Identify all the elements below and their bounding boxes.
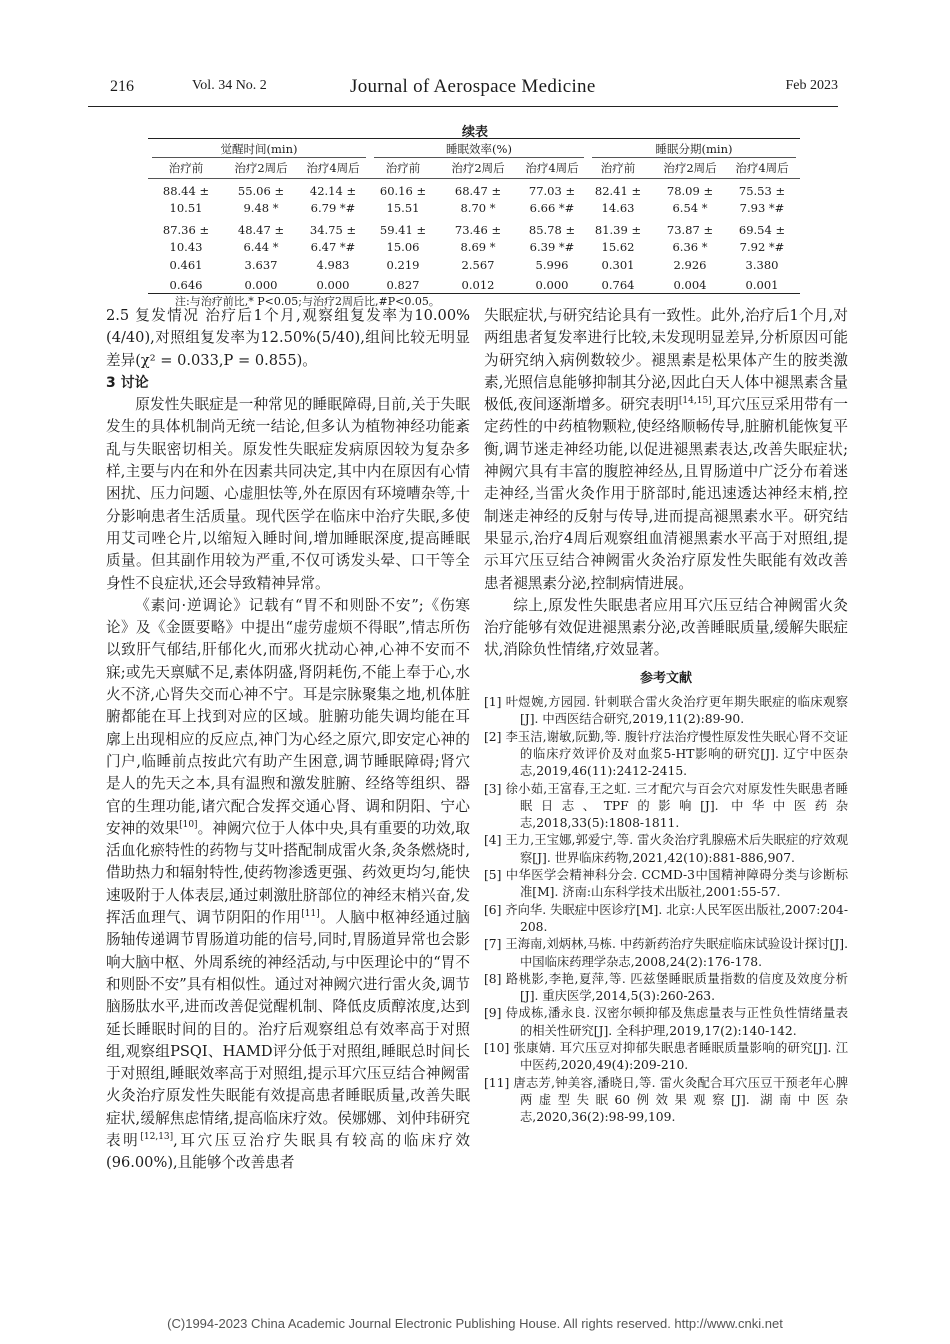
- text-run: 。神阙穴位于人体中央,具有重要的功效,取活血化瘀特性的药物与艾叶搭配制成雷火条,灸条燃烧时,借助热力和辐射特性,使药物渗透更强、药效更均匀,能快速吸附于人体表层,通过刺激肚脐部位的神经末梢兴奋,发挥活血理气、调节阴阳的作用: [106, 819, 470, 927]
- reference-item: [5] 中华医学会精神科分会. CCMD-3中国精神障碍分类与诊断标准[M]. 济南:山东科学技术出版社,2001:55-57.: [484, 868, 848, 900]
- table-cell: 0.000: [244, 278, 278, 292]
- text-run: ,耳穴压豆治疗失眠具有较高的临床疗效(96.00%),且能够个改善患者: [106, 1131, 470, 1172]
- table-cell: 3.380: [745, 258, 779, 272]
- table-cell: 2.567: [461, 258, 495, 272]
- table-cell: 3.637: [244, 258, 278, 272]
- citation: [10]: [179, 819, 198, 830]
- table-cell: 81.39 ± 15.62: [594, 223, 642, 254]
- table-cell: 34.75 ± 6.47 *#: [309, 223, 357, 254]
- journal-title: Journal of Aerospace Medicine: [350, 76, 596, 97]
- copyright-footer: (C)1994-2023 China Academic Journal Electronic Publishing House. All rights reserved. http://www.cnki.net: [167, 1316, 783, 1331]
- references-heading: 参考文献: [639, 670, 692, 686]
- reference-item: [1] 叶煜婉,方园园. 针刺联合雷火灸治疗更年期失眠症的临床观察[J]. 中西医结合研究,2019,11(2):89-90.: [484, 695, 848, 727]
- table-subheader: 治疗前: [168, 161, 204, 175]
- reference-item: [6] 齐向华. 失眠症中医诊疗[M]. 北京:人民军医出版社,2007:204-208.: [484, 902, 848, 934]
- table-cell: 73.46 ± 8.69 *: [454, 223, 502, 254]
- table-cell: 48.47 ± 6.44 *: [237, 223, 285, 254]
- table-cell: 55.06 ± 9.48 *: [237, 184, 285, 215]
- text-run: 失眠症状,与研究结论具有一致性。此外,治疗后1个月,对两组患者复发率进行比较,未发现明显差异,分析原因可能为研究纳入病例数较少。褪黑素是松果体产生的胺类激素,光照信息能够抑制其分泌,因此白天人体中褪黑素含量极低,夜间逐渐增多。研究表明: [484, 307, 848, 414]
- data-table: [148, 138, 800, 294]
- table-cell: 0.646: [169, 278, 203, 292]
- reference-item: [4] 王力,王宝娜,郭爱宁,等. 雷火灸治疗乳腺癌术后失眠症的疗效观察[J]. 世界临床药物,2021,42(10):881-886,907.: [484, 833, 848, 865]
- page-number: 216: [110, 78, 134, 95]
- reference-item: [11] 唐志芳,钟美容,潘晓日,等. 雷火灸配合耳穴压豆干预老年心脾两虚型失眠60例效果观察[J]. 湖南中医杂志,2020,36(2):98-99,109.: [484, 1075, 848, 1125]
- group-rule: [592, 157, 796, 158]
- reference-item: [3] 徐小茹,王富春,王之虹. 三才配穴与百会穴对原发性失眠患者睡眠日志、TPF的影响[J]. 中华中医药杂志,2018,33(5):1808-1811.: [484, 781, 848, 831]
- header-rule: [148, 178, 800, 179]
- left-column: [106, 305, 470, 1175]
- table-subheader: 治疗前: [385, 161, 421, 175]
- text-run: ,耳穴压豆采用带有一定药性的中药植物颗粒,使经络顺畅传导,脏腑机能恢复平衡,调节迷走神经功能,以促进褪黑素表达,改善失眠症状;神阙穴具有丰富的腹腔神经丛,且胃肠道中广泛分布着迷走神经,当雷火灸作用于脐部时,能迅速透达神经末梢,控制迷走神经的反射与传导,进而提高褪黑素水平。研究结果显示,治疗4周后观察组血清褪黑素水平高于对照组,提示耳穴压豆结合神阙雷火灸治疗原发性失眠能有效改善患者褪黑素分泌,控制病情进展。: [484, 396, 849, 592]
- table-cell: 60.16 ± 15.51: [379, 184, 427, 215]
- table-caption: 续表: [461, 125, 488, 140]
- table-cell: 59.41 ± 15.06: [379, 223, 427, 254]
- table-group-header: 睡眠分期(min): [655, 142, 733, 156]
- group-rule: [374, 157, 584, 158]
- table-cell: 0.001: [745, 278, 779, 292]
- table-cell: 77.03 ± 6.66 *#: [528, 184, 576, 215]
- discussion-paragraph-3: [484, 305, 848, 595]
- table-cell: 4.983: [316, 258, 350, 272]
- issue-date: Feb 2023: [785, 78, 838, 93]
- table-group-header: 觉醒时间(min): [220, 142, 298, 156]
- table-cell: 82.41 ± 14.63: [594, 184, 642, 215]
- section-heading-discussion: 3 讨论: [106, 374, 149, 391]
- reference-item: [9] 侍成栋,潘永良. 汉密尔顿抑郁及焦虑量表与正性负性情绪量表的相关性研究[J]. 全科护理,2019,17(2):140-142.: [484, 1006, 848, 1038]
- discussion-paragraph-2: [106, 595, 470, 1175]
- table-cell: 0.764: [601, 278, 635, 292]
- table-cell: 5.996: [535, 258, 569, 272]
- table-cell: 0.000: [535, 278, 569, 292]
- citation: [11]: [301, 909, 320, 920]
- table-subheader: 治疗4周后: [525, 161, 579, 175]
- table-subheader: 治疗2周后: [234, 161, 288, 175]
- reference-item: [2] 李玉洁,谢敏,阮勤,等. 腹针疗法治疗慢性原发性失眠心肾不交证的临床疗效评价及对血浆5-HT影响的研究[J]. 辽宁中医杂志,2019,46(11):2412-2415.: [484, 729, 848, 779]
- table-subheader: 治疗2周后: [663, 161, 717, 175]
- text-run: 《素问·逆调论》记载有“胃不和则卧不安”;《伤寒论》及《金匮要略》中提出“虚劳虚烦不得眠”,情志所伤以致肝气郁结,肝郁化火,而邪火扰动心神,心神不安而不寐;或先天禀赋不足,素体阴盛,肾阴耗伤,不能上奉于心,水火不济,心肾失交而心神不宁。耳是宗脉聚集之地,机体脏腑都能在耳上找到对应的区域。脏腑功能失调均能在耳廓上出现相应的反应点,神门为心经之原穴,即安定心神的门户,临睡前点按此穴有助产生困意,调节睡眠障碍;肾穴是人的先天之本,具有温煦和激发脏腑、经络等组织、器官的生理功能,诸穴配合发挥交通心肾、调和阴阳、宁心安神的效果: [106, 596, 470, 837]
- table-subheader: 治疗4周后: [735, 161, 789, 175]
- table-cell: 87.36 ± 10.43: [162, 223, 210, 254]
- table-cell: 78.09 ± 6.54 *: [666, 184, 714, 215]
- table-cell: 69.54 ± 7.92 *#: [738, 223, 786, 254]
- table-cell: 0.301: [601, 258, 635, 272]
- group-rule: [152, 157, 366, 158]
- table-cell: 0.461: [169, 258, 203, 272]
- conclusion-paragraph: 综上,原发性失眠患者应用耳穴压豆结合神阙雷火灸治疗能够有效促进褪黑素分泌,改善睡眠质量,缓解失眠症状,消除负性情绪,疗效显著。: [484, 596, 848, 659]
- table-cell: 42.14 ± 6.79 *#: [309, 184, 357, 215]
- table-subheader: 治疗4周后: [306, 161, 360, 175]
- reference-list: [484, 694, 848, 1126]
- citation: [14,15]: [678, 396, 712, 407]
- volume-issue: Vol. 34 No. 2: [192, 78, 267, 93]
- citation: [12,13]: [140, 1132, 174, 1143]
- table-group-header: 睡眠效率(%): [446, 142, 512, 156]
- reference-item: [8] 路桃影,李艳,夏萍,等. 匹兹堡睡眠质量指数的信度及效度分析[J]. 重庆医学,2014,5(3):260-263.: [484, 971, 848, 1004]
- discussion-paragraph-1: 原发性失眠症是一种常见的睡眠障碍,目前,关于失眠发生的具体机制尚无统一结论,但多认为植物神经功能紊乱与失眠密切相关。原发性失眠症发病原因较为复杂多样,主要与内在和外在因素共同决定,其中内在原因有心情困扰、压力问题、心虚胆怯等,外在原因有环境嘈杂等,十分影响患者生活质量。现代医学在临床中治疗失眠,多使用艾司唑仑片,以缩短入睡时间,增加睡眠深度,提高睡眠质量。但其副作用较为严重,不仅可诱发头晕、口干等全身性不良症状,还会导致精神异常。: [106, 396, 470, 592]
- table-cell: 85.78 ± 6.39 *#: [528, 223, 576, 254]
- table-cell: 73.87 ± 6.36 *: [666, 223, 714, 254]
- table-cell: 0.000: [316, 278, 350, 292]
- table-cell: 68.47 ± 8.70 *: [454, 184, 502, 215]
- reference-item: [7] 王海南,刘炳林,马栋. 中药新药治疗失眠症临床试验设计探讨[J]. 中国临床药理学杂志,2008,24(2):176-178.: [484, 937, 848, 969]
- table-subheader: 治疗前: [600, 161, 636, 175]
- reference-item: [10] 张康婧. 耳穴压豆对抑郁失眠患者睡眠质量影响的研究[J]. 江中医药,2020,49(4):209-210.: [484, 1040, 848, 1073]
- page-header: [88, 76, 838, 107]
- table-note: 注:与治疗前比,* P<0.05;与治疗2周后比,#P<0.05。: [175, 295, 440, 308]
- table-cell: 0.219: [386, 258, 420, 272]
- table-cell: 88.44 ± 10.51: [162, 184, 210, 215]
- table-cell: 0.827: [386, 278, 420, 292]
- table-cell: 75.53 ± 7.93 *#: [738, 184, 786, 215]
- table-cell: 2.926: [673, 258, 707, 272]
- right-column: [484, 305, 848, 1126]
- text-run: 。人脑中枢神经通过脑肠轴传递调节胃肠道功能的信号,同时,胃肠道异常也会影响大脑中枢、外周系统的神经活动,与中医理论中的“胃不和则卧不安”具有相似性。通过对神阙穴进行雷火灸,调节脑肠肽水平,进而改善促觉醒机制、降低皮质醇浓度,达到延长睡眠时间的目的。治疗后观察组总有效率高于对照组,观察组PSQI、HAMD评分低于对照组,睡眠总时间长于对照组,睡眠效率高于对照组,提示耳穴压豆结合神阙雷火灸治疗原发性失眠能有效提高患者睡眠质量,改善失眠症状,缓解焦虑情绪,提高临床疗效。侯娜娜、刘仲玮研究表明: [106, 909, 470, 1149]
- recurrence-paragraph: 2.5 复发情况 治疗后1个月,观察组复发率为10.00%(4/40),对照组复发率为12.50%(5/40),组间比较无明显差异(χ² = 0.033,P = 0.855)。: [106, 307, 470, 369]
- table-cell: 0.004: [673, 278, 707, 292]
- table-cell: 0.012: [461, 278, 495, 292]
- table-subheader: 治疗2周后: [451, 161, 505, 175]
